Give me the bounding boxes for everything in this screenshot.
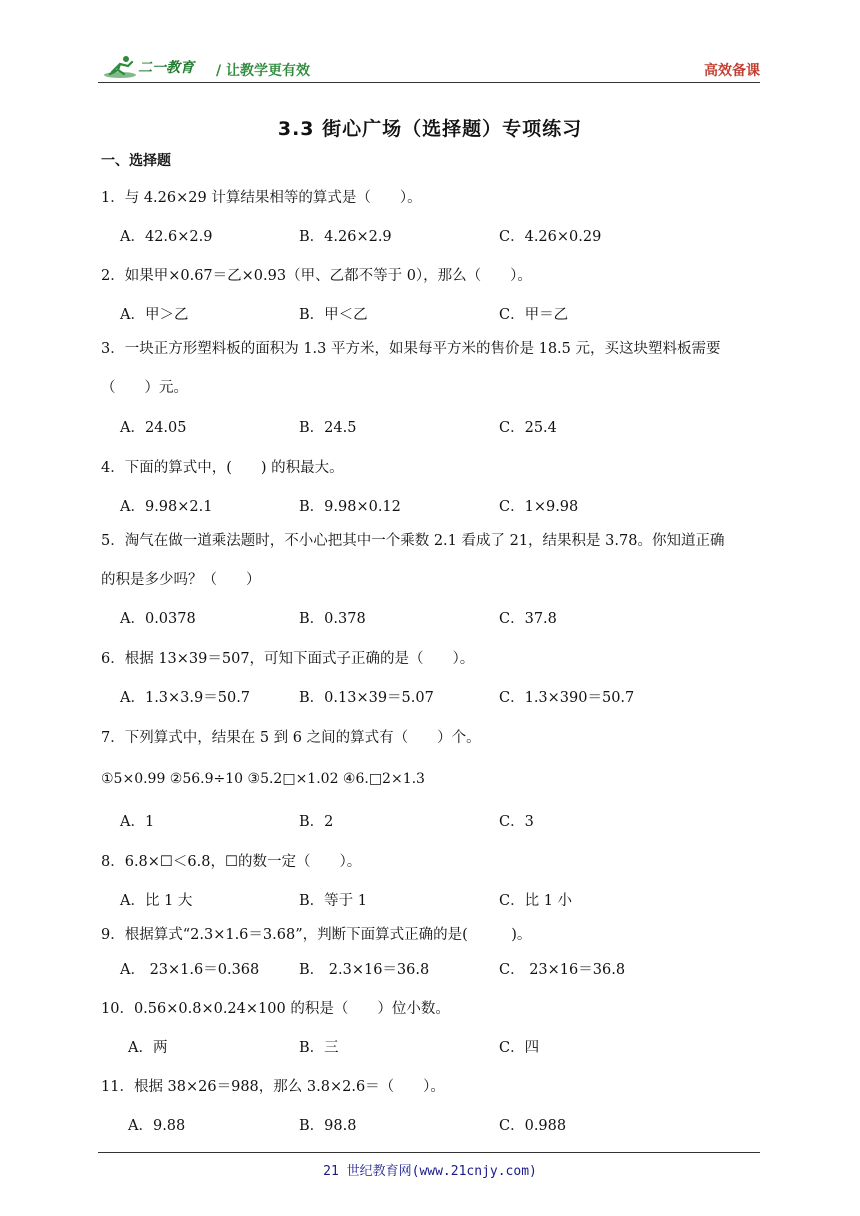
question-10-option-a[interactable]: A．两 xyxy=(128,1040,168,1056)
question-3-stem: 3．一块正方形塑料板的面积为 1.3 平方米，如果每平方米的售价是 18.5 元，买这块塑料板需要 xyxy=(101,341,721,357)
question-1-option-b[interactable]: B．4.26×2.9 xyxy=(299,229,392,245)
footer-divider xyxy=(98,1152,760,1153)
question-8-stem: 8．6.8×☐＜6.8，☐的数一定（ ）。 xyxy=(101,854,362,870)
question-7-stem: 7．下列算式中，结果在 5 到 6 之间的算式有（ ）个。 xyxy=(101,730,481,746)
question-1-option-c[interactable]: C．4.26×0.29 xyxy=(499,229,602,245)
footer-link[interactable]: 21 世纪教育网(www.21cnjy.com) xyxy=(323,1164,537,1179)
question-3-option-b[interactable]: B．24.5 xyxy=(299,420,357,436)
header-divider xyxy=(98,82,760,83)
question-9-stem: 9．根据算式“2.3×1.6＝3.68”，判断下面算式正确的是( )。 xyxy=(101,927,532,943)
question-4-option-b[interactable]: B．9.98×0.12 xyxy=(299,499,401,515)
question-2-option-c[interactable]: C．甲＝乙 xyxy=(499,307,569,323)
page-header xyxy=(98,52,760,82)
question-10-option-c[interactable]: C．四 xyxy=(499,1040,540,1056)
question-10-stem: 10．0.56×0.8×0.24×100 的积是（ ）位小数。 xyxy=(101,1001,450,1017)
question-2-option-b[interactable]: B．甲＜乙 xyxy=(299,307,368,323)
question-3-stem-cont: （ ）元。 xyxy=(101,380,188,396)
logo-text: 二一教育 xyxy=(138,60,194,76)
question-3-option-a[interactable]: A．24.05 xyxy=(120,420,187,436)
question-2-stem: 2．如果甲×0.67＝乙×0.93（甲、乙都不等于 0），那么（ ）。 xyxy=(101,268,532,284)
question-5-option-a[interactable]: A．0.0378 xyxy=(120,611,196,627)
question-6-option-b[interactable]: B．0.13×39＝5.07 xyxy=(299,690,434,706)
question-9-option-c[interactable]: C． 23×16＝36.8 xyxy=(499,962,626,978)
question-11-option-a[interactable]: A．9.88 xyxy=(128,1118,186,1134)
question-7-items: ①5×0.99 ②56.9÷10 ③5.2□×1.02 ④6.□2×1.3 xyxy=(101,771,425,787)
question-6-stem: 6．根据 13×39＝507，可知下面式子正确的是（ ）。 xyxy=(101,651,475,667)
question-5-stem: 5．淘气在做一道乘法题时，不小心把其中一个乘数 2.1 看成了 21，结果积是 3.78。你知道正确 xyxy=(101,533,725,549)
header-slogan: / 让教学更有效 xyxy=(216,63,310,79)
question-7-option-a[interactable]: A．1 xyxy=(120,814,155,830)
question-8-option-b[interactable]: B．等于 1 xyxy=(299,893,367,909)
question-2-option-a[interactable]: A．甲＞乙 xyxy=(120,307,189,323)
question-11-option-b[interactable]: B．98.8 xyxy=(299,1118,357,1134)
question-9-option-a[interactable]: A． 23×1.6＝0.368 xyxy=(120,962,260,978)
question-8-option-a[interactable]: A．比 1 大 xyxy=(120,893,193,909)
question-4-option-c[interactable]: C．1×9.98 xyxy=(499,499,579,515)
question-1-stem: 1．与 4.26×29 计算结果相等的算式是（ ）。 xyxy=(101,190,422,206)
question-4-option-a[interactable]: A．9.98×2.1 xyxy=(120,499,213,515)
page-title: 3.3 街心广场（选择题）专项练习 xyxy=(277,118,583,140)
section-heading: 一、选择题 xyxy=(101,153,171,169)
question-10-option-b[interactable]: B．三 xyxy=(299,1040,339,1056)
question-7-option-c[interactable]: C．3 xyxy=(499,814,534,830)
header-right-label: 高效备课 xyxy=(704,63,760,79)
question-5-stem-cont: 的积是多少吗？（ ） xyxy=(101,572,261,588)
question-5-option-b[interactable]: B．0.378 xyxy=(299,611,366,627)
question-1-option-a[interactable]: A．42.6×2.9 xyxy=(120,229,213,245)
question-5-option-c[interactable]: C．37.8 xyxy=(499,611,557,627)
question-3-option-c[interactable]: C．25.4 xyxy=(499,420,557,436)
question-6-option-c[interactable]: C．1.3×390＝50.7 xyxy=(499,690,635,706)
question-7-option-b[interactable]: B．2 xyxy=(299,814,334,830)
question-8-option-c[interactable]: C．比 1 小 xyxy=(499,893,573,909)
question-6-option-a[interactable]: A．1.3×3.9＝50.7 xyxy=(120,690,251,706)
question-11-stem: 11．根据 38×26＝988，那么 3.8×2.6＝（ ）。 xyxy=(101,1079,445,1095)
question-4-stem: 4．下面的算式中，( ) 的积最大。 xyxy=(101,460,344,476)
question-11-option-c[interactable]: C．0.988 xyxy=(499,1118,567,1134)
question-9-option-b[interactable]: B． 2.3×16＝36.8 xyxy=(299,962,430,978)
